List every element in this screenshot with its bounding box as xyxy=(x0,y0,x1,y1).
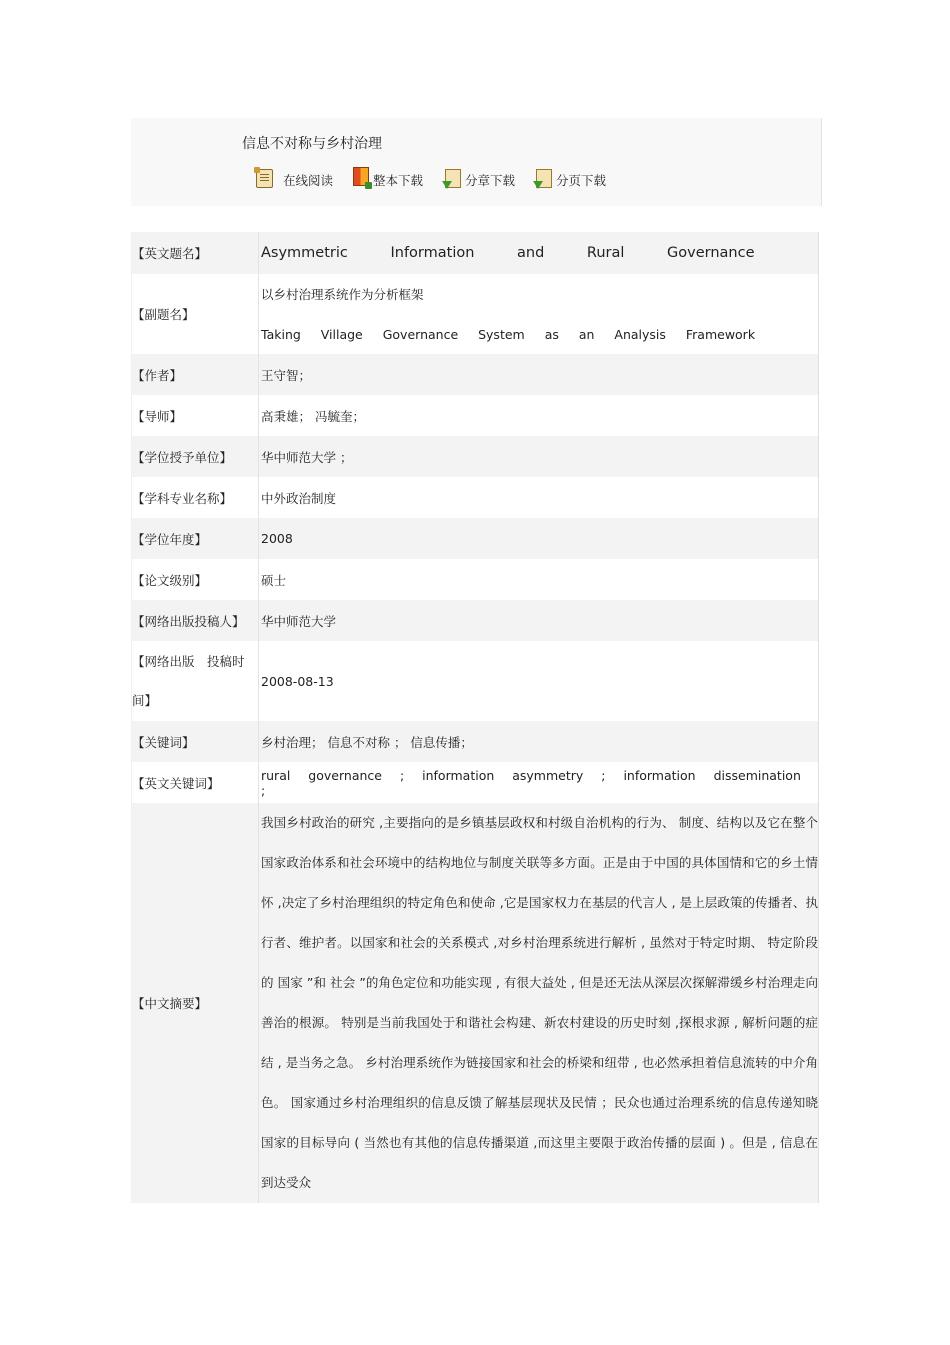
book-download-icon xyxy=(353,167,369,186)
en-title-value xyxy=(259,232,819,274)
subtitle-value xyxy=(259,274,819,354)
en-keywords-label: 【英文关键词】 xyxy=(132,762,259,803)
read-online-label: 在线阅读 xyxy=(283,173,334,188)
table-row xyxy=(132,274,819,354)
full-download-button[interactable] xyxy=(353,170,423,189)
table-row xyxy=(132,232,819,274)
read-online-button[interactable] xyxy=(256,170,333,189)
level-label: 【论文级别】 xyxy=(132,559,259,600)
advisor-value: 高秉雄； 冯毓奎； xyxy=(259,395,819,436)
table-row xyxy=(132,803,819,1203)
table-row xyxy=(132,477,819,518)
metadata-table xyxy=(131,232,819,1203)
author-label: 【作者】 xyxy=(132,354,259,395)
abstract-label: 【中文摘要】 xyxy=(132,803,259,1203)
table-row xyxy=(132,436,819,477)
submit-time-label-line1: 【网络出版 投稿时 xyxy=(132,654,245,669)
submitter-label: 【网络出版投稿人】 xyxy=(132,600,259,641)
table-row xyxy=(132,518,819,559)
chapter-download-icon xyxy=(445,169,461,188)
year-label: 【学位年度】 xyxy=(132,518,259,559)
level-value: 硕士 xyxy=(259,559,819,600)
table-row xyxy=(132,559,819,600)
keywords-value: 乡村治理； 信息不对称 ； 信息传播； xyxy=(259,721,819,762)
document-header xyxy=(131,118,822,206)
chapter-download-button[interactable] xyxy=(445,170,515,189)
submit-time-value: 2008-08-13 xyxy=(259,641,819,721)
en-title-label: 【英文题名】 xyxy=(132,232,259,274)
submitter-value: 华中师范大学 xyxy=(259,600,819,641)
year-value: 2008 xyxy=(259,518,819,559)
abstract-value: 我国乡村政治的研究 ,主要指向的是乡镇基层政权和村级自治机构的行为、 制度、结构以及它在整个国家政治体系和社会环境中的结构地位与制度关联等多方面。正是由于中国的具体国情和它的乡土情怀 ,决定了乡村治理组织的特定角色和使命 ,它是国家权力在基层的代言人 , 是上层政策的传播者、执行者、维护者。以国家和社会的关系模式 ,对乡村治理系统进行解析 , 虽然对于特定时期、 特定阶段的 国家 ”和 社会 ”的角色定位和功能实现 , 有很大益处 , 但是还无法从深层次探解滞缓乡村治理走向善治的根源。 特别是当前我国处于和谐社会构建、新农村建设的历史时刻 ,探根求源 , 解析问题的症结 , 是当务之急。 乡村治理系统作为链接国家和社会的桥梁和纽带 , 也必然承担着信息流转的中介角色。 国家通过乡村治理组织的信息反馈了解基层现状及民情 ；民众也通过治理系统的信息传递知晓国家的目标导向 ( 当然也有其他的信息传播渠道 ,而这里主要限于政治传播的层面 ) 。但是 , 信息在到达受众 xyxy=(259,803,819,1203)
table-row xyxy=(132,600,819,641)
document-title: 信息不对称与乡村治理 xyxy=(242,136,382,152)
major-value: 中外政治制度 xyxy=(259,477,819,518)
table-row xyxy=(132,354,819,395)
en-title-text: Asymmetric Information and Rural Governance xyxy=(261,245,755,261)
en-keywords-value: rural governance ; information asymmetry ; information dissemination ; xyxy=(259,762,819,803)
page-download-label: 分页下载 xyxy=(556,173,607,188)
table-row xyxy=(132,641,819,721)
page-download-button[interactable] xyxy=(536,170,606,189)
subtitle-en: Taking Village Governance System as an Analysis Framework xyxy=(261,327,756,342)
advisor-label: 【导师】 xyxy=(132,395,259,436)
page-download-icon xyxy=(536,169,552,188)
institution-value: 华中师范大学 ； xyxy=(259,436,819,477)
subtitle-zh: 以乡村治理系统作为分析框架 xyxy=(261,287,424,302)
keywords-label: 【关键词】 xyxy=(132,721,259,762)
submit-time-label-line2: 间】 xyxy=(132,693,158,708)
read-online-icon xyxy=(256,169,273,188)
table-row xyxy=(132,721,819,762)
chapter-download-label: 分章下载 xyxy=(465,173,516,188)
author-value: 王守智； xyxy=(259,354,819,395)
submit-time-label xyxy=(132,641,259,721)
full-download-label: 整本下载 xyxy=(373,173,424,188)
table-row xyxy=(132,395,819,436)
table-row xyxy=(132,762,819,803)
major-label: 【学科专业名称】 xyxy=(132,477,259,518)
subtitle-label: 【副题名】 xyxy=(132,274,259,354)
institution-label: 【学位授予单位】 xyxy=(132,436,259,477)
